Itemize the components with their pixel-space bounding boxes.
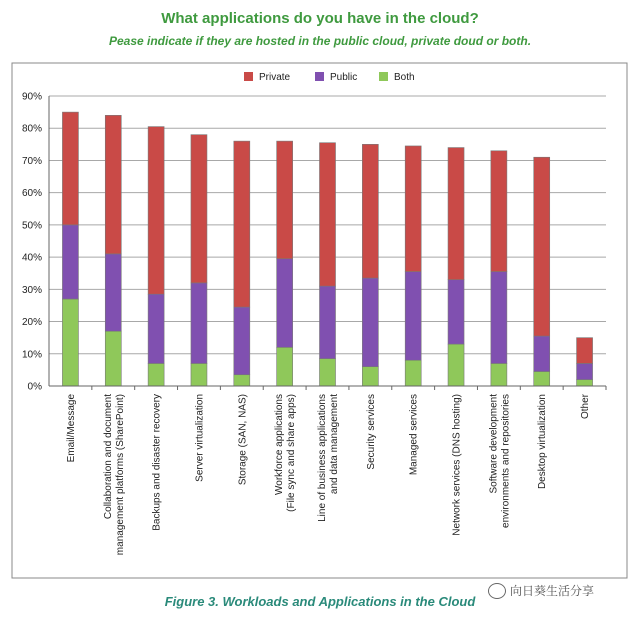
x-tick-label — [317, 394, 340, 522]
x-tick-label — [103, 394, 126, 555]
bar-public-11 — [534, 336, 550, 371]
x-tick-label — [580, 393, 591, 419]
figure-caption: Figure 3. Workloads and Applications in the Cloud — [164, 594, 476, 609]
bar-both-10 — [491, 363, 507, 386]
x-tick-label-line: Managed services — [408, 394, 420, 476]
x-tick-label-line: Backups and disaster recovery — [151, 394, 163, 531]
bar-private-8 — [405, 146, 421, 272]
legend — [244, 72, 415, 83]
bar-public-4 — [234, 307, 250, 375]
legend-swatch-private — [244, 72, 253, 81]
x-tick-label-line: environments and repositories — [500, 394, 512, 528]
x-tick-label — [152, 394, 163, 531]
bar-public-0 — [62, 225, 78, 299]
x-tick-label — [366, 394, 377, 470]
y-tick-label: 80% — [21, 123, 42, 135]
x-tick-label-line: Email/Message — [65, 394, 77, 463]
bar-both-8 — [405, 360, 421, 386]
bar-public-5 — [277, 259, 293, 348]
legend-swatch-both — [379, 72, 388, 81]
y-tick-label: 70% — [21, 155, 42, 167]
bar-both-5 — [277, 347, 293, 386]
y-tick-label: 60% — [21, 188, 42, 200]
y-tick-label: 30% — [21, 284, 42, 296]
bar-private-10 — [491, 151, 507, 272]
legend-label-public: Public — [330, 72, 358, 83]
x-tick-label-line: Server virtualization — [194, 394, 206, 482]
bar-private-1 — [105, 115, 121, 254]
y-tick-label: 40% — [21, 252, 42, 264]
x-tick-label — [66, 394, 77, 463]
x-tick-label — [488, 394, 511, 528]
x-tick-label-line: Other — [580, 394, 592, 420]
y-axis — [22, 92, 49, 393]
bar-both-3 — [191, 363, 207, 386]
bar-both-2 — [148, 363, 164, 386]
x-tick-label-line: Software development — [488, 394, 500, 494]
bar-public-12 — [577, 363, 593, 379]
x-tick-label-line: Desktop virtualization — [537, 394, 549, 490]
bar-public-1 — [105, 254, 121, 331]
x-tick-label — [452, 394, 463, 536]
wechat-icon — [488, 583, 506, 599]
bar-both-0 — [62, 299, 78, 386]
x-tick-label — [274, 394, 297, 512]
y-tick-label: 20% — [21, 317, 42, 329]
x-tick-label — [194, 394, 205, 482]
watermark — [488, 582, 594, 599]
x-tick-label — [237, 394, 248, 485]
bar-private-11 — [534, 157, 550, 336]
bar-private-0 — [62, 112, 78, 225]
bar-both-11 — [534, 372, 550, 387]
bar-private-5 — [277, 141, 293, 259]
bar-both-4 — [234, 375, 250, 386]
bar-public-6 — [320, 286, 336, 359]
x-tick-label-line: (File sync and share apps) — [286, 394, 298, 512]
legend-label-both: Both — [394, 72, 415, 83]
bar-private-3 — [191, 135, 207, 283]
bar-private-2 — [148, 127, 164, 295]
bar-public-8 — [405, 272, 421, 361]
bar-private-6 — [320, 143, 336, 286]
bar-private-7 — [362, 144, 378, 278]
x-tick-label-line: and data management — [329, 394, 340, 495]
bar-both-6 — [320, 359, 336, 386]
x-tick-label-line: Line of business applications — [317, 394, 328, 522]
x-tick-label-line: Network services (DNS hosting) — [451, 394, 463, 536]
bar-public-3 — [191, 283, 207, 364]
bar-public-2 — [148, 294, 164, 363]
y-tick-label: 90% — [21, 91, 42, 103]
chart-title: What applications do you have in the cloud? — [161, 10, 479, 27]
bar-both-1 — [105, 331, 121, 386]
bar-both-9 — [448, 344, 464, 386]
x-axis — [49, 386, 606, 555]
x-tick-label-line: Storage (SAN, NAS) — [237, 394, 249, 486]
x-tick-label — [409, 394, 420, 475]
bar-public-7 — [362, 278, 378, 367]
legend-label-private: Private — [259, 72, 291, 83]
bar-private-12 — [577, 338, 593, 364]
bar-private-9 — [448, 148, 464, 280]
x-tick-label-line: Collaboration and document — [102, 394, 114, 520]
x-tick-label-line: Workforce applications — [274, 394, 286, 495]
y-tick-label: 0% — [27, 381, 42, 393]
bar-both-12 — [577, 380, 593, 386]
chart-subtitle: Pease indicate if they are hosted in the public cloud, private doud or both. — [108, 34, 532, 48]
x-tick-label — [537, 394, 548, 489]
y-tick-label: 10% — [21, 349, 42, 361]
bars — [62, 112, 592, 386]
bar-public-9 — [448, 280, 464, 344]
watermark-text: 向日葵生活分享 — [510, 584, 595, 598]
legend-swatch-public — [315, 72, 324, 81]
bar-public-10 — [491, 272, 507, 364]
bar-both-7 — [362, 367, 378, 386]
x-tick-label-line: Security services — [365, 394, 377, 470]
x-tick-label-line: management platforms (SharePoint) — [114, 394, 126, 556]
y-tick-label: 50% — [21, 220, 42, 232]
bar-private-4 — [234, 141, 250, 307]
